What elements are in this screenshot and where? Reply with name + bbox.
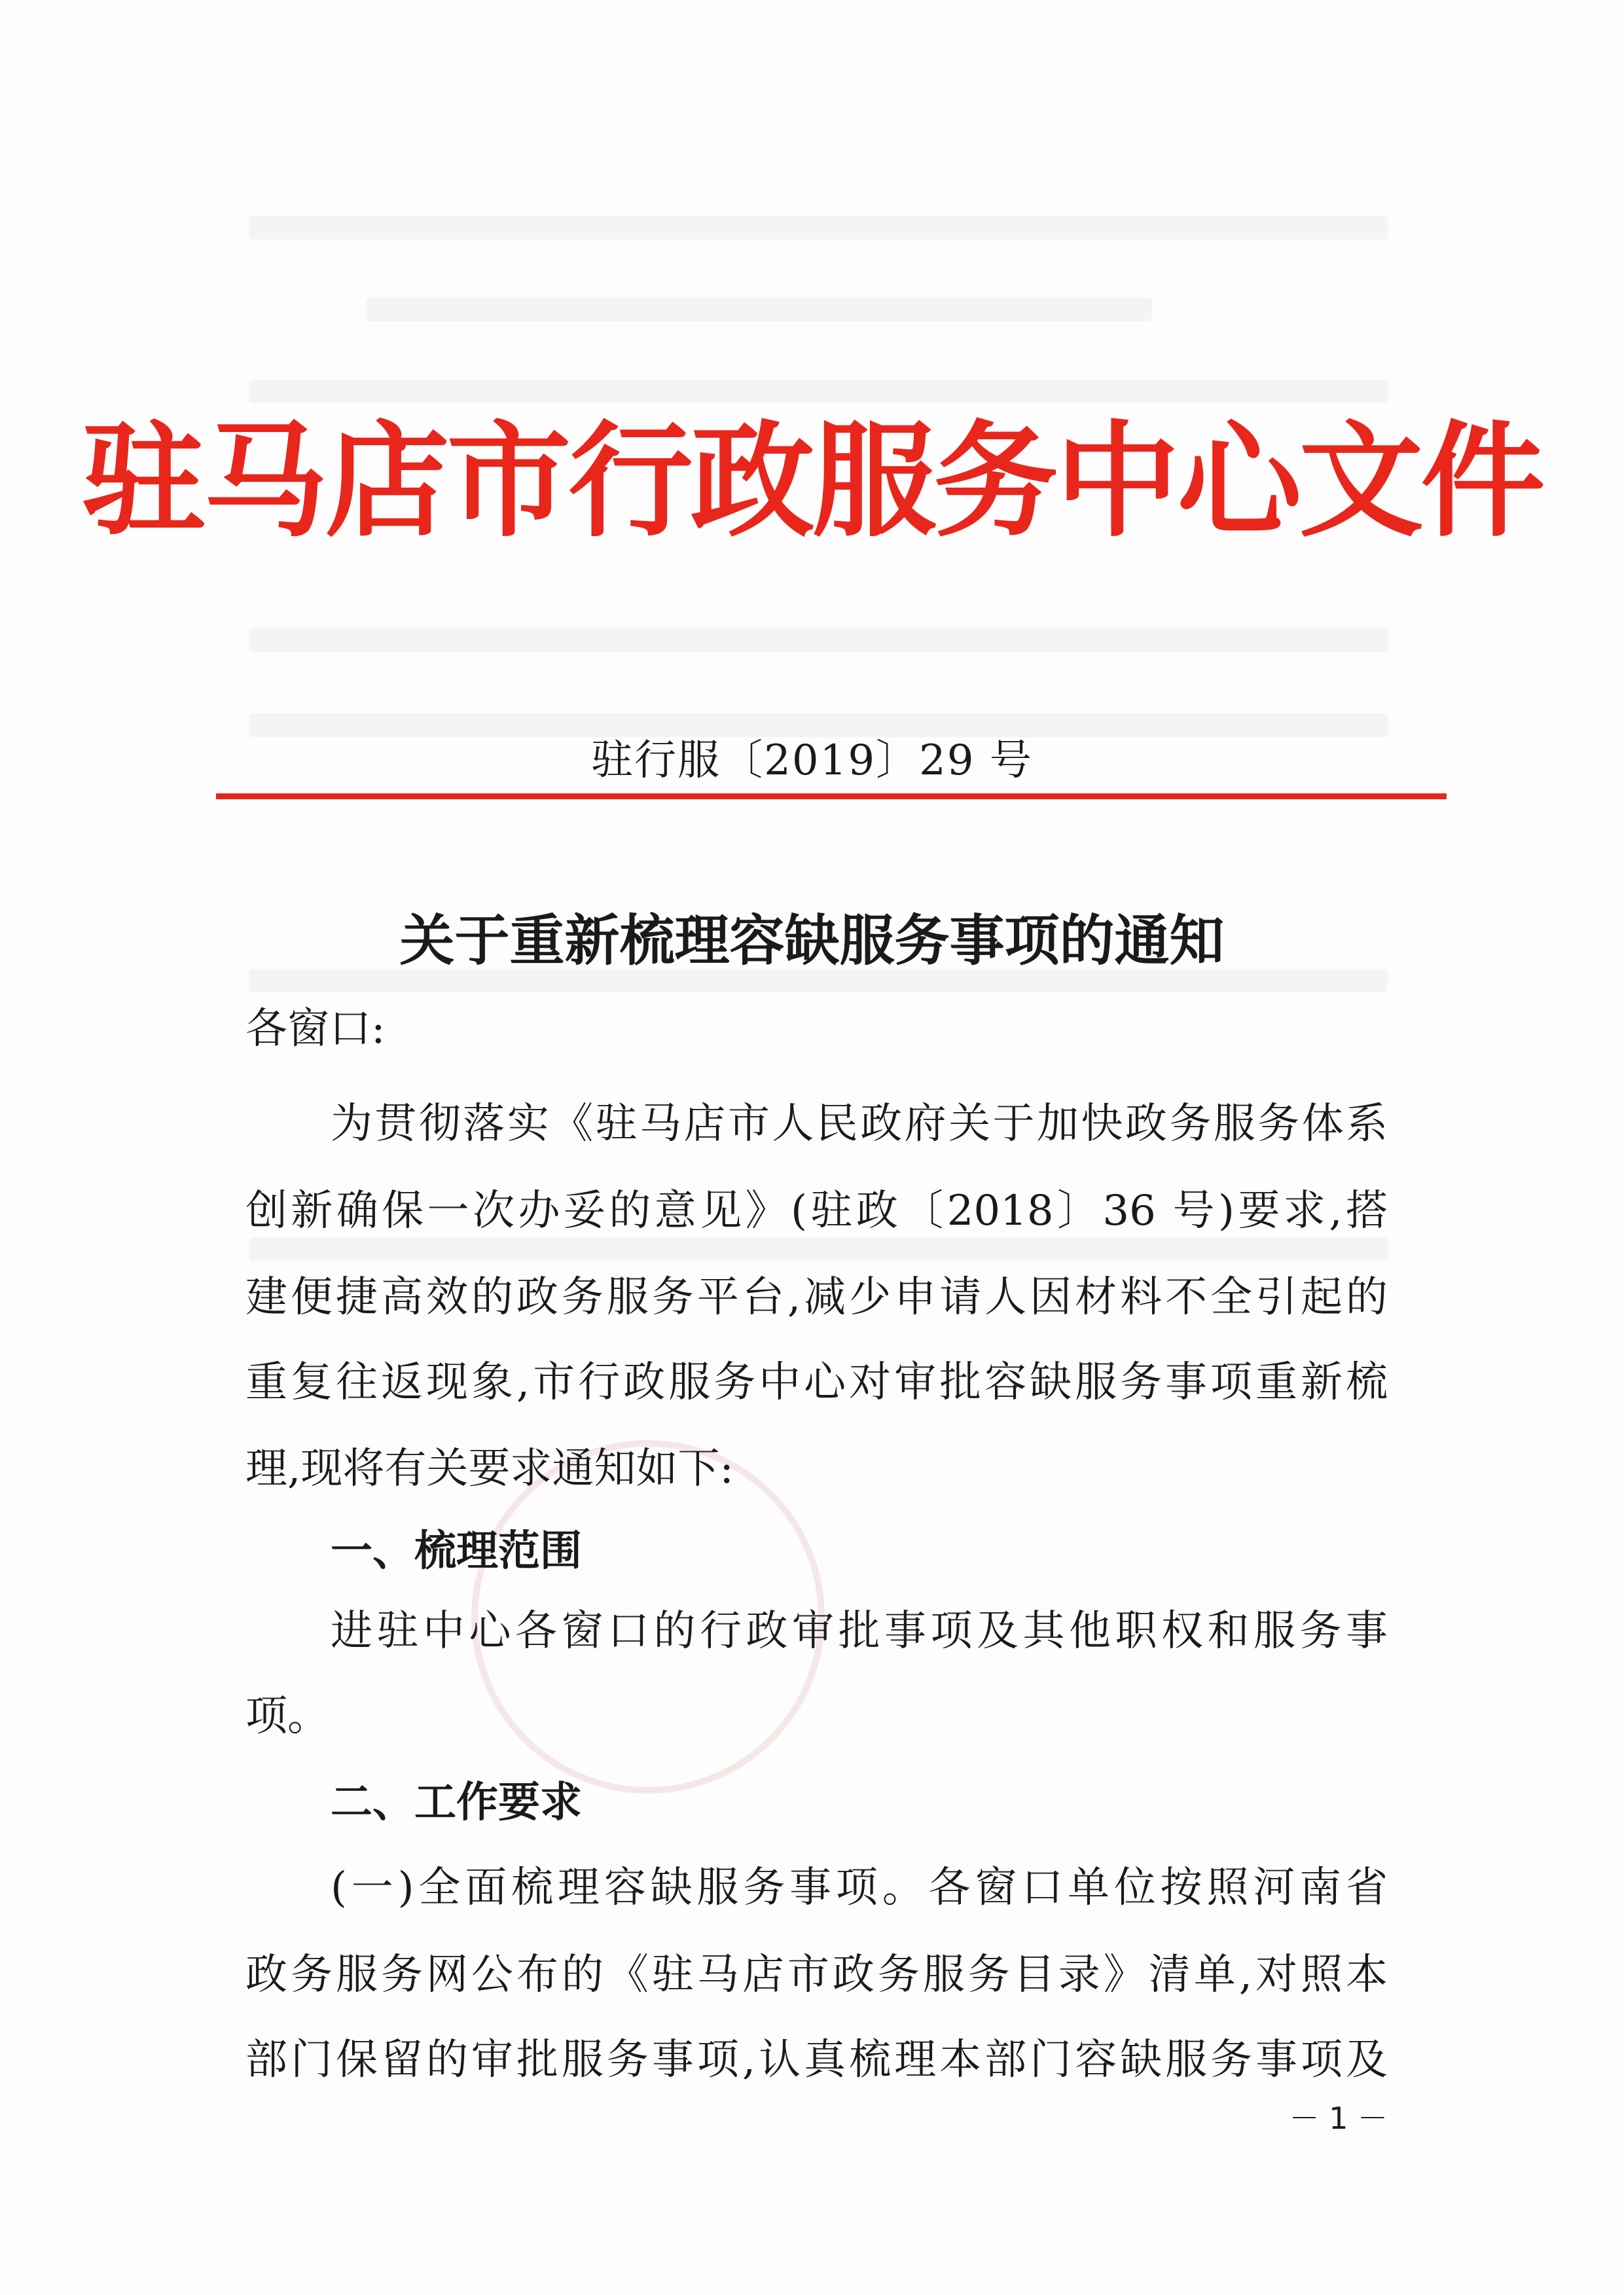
body-line: 政务服务网公布的《驻马店市政务服务目录》清单,对照本 bbox=[245, 1951, 1388, 1999]
bleed-through-line bbox=[249, 1237, 1388, 1261]
document-number: 驻行服〔2019〕29 号 bbox=[591, 736, 1033, 785]
body-line: 进驻中心各窗口的行政审批事项及其他职权和服务事 bbox=[331, 1607, 1388, 1655]
header-red-rule bbox=[216, 793, 1447, 799]
notice-title: 关于重新梳理容缺服务事项的通知 bbox=[399, 909, 1225, 973]
bleed-through-line bbox=[249, 380, 1388, 403]
section-heading: 一、梳理范围 bbox=[331, 1527, 582, 1576]
bleed-through-line bbox=[249, 628, 1388, 652]
body-line: 为贯彻落实《驻马店市人民政府关于加快政务服务体系 bbox=[331, 1100, 1388, 1148]
body-line: 项。 bbox=[245, 1692, 329, 1741]
section-heading: 二、工作要求 bbox=[331, 1779, 582, 1827]
body-line: 理,现将有关要求通知如下: bbox=[245, 1445, 734, 1493]
bleed-through-line bbox=[249, 216, 1388, 240]
body-line: 重复往返现象,市行政服务中心对审批容缺服务事项重新梳 bbox=[245, 1358, 1388, 1407]
page-number: － 1 － bbox=[1289, 2101, 1388, 2136]
document-header-title: 驻马店市行政服务中心文件 bbox=[81, 408, 1543, 554]
bleed-through-line bbox=[367, 298, 1152, 321]
body-line: 创新确保一次办妥的意见》(驻政〔2018〕36 号)要求,搭 bbox=[245, 1187, 1388, 1235]
body-line: 建便捷高效的政务服务平台,减少申请人因材料不全引起的 bbox=[245, 1273, 1388, 1322]
salutation: 各窗口: bbox=[245, 1005, 386, 1053]
body-line: 部门保留的审批服务事项,认真梳理本部门容缺服务事项及 bbox=[245, 2036, 1388, 2084]
body-line: (一)全面梳理容缺服务事项。各窗口单位按照河南省 bbox=[331, 1864, 1388, 1912]
